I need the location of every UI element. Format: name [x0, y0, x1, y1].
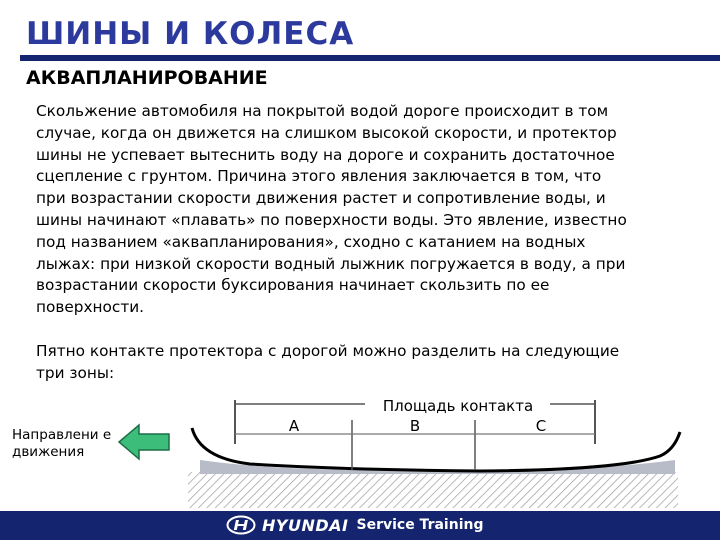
paragraph-line: шины не успевает вытеснить воду на дороге и сохранить достаточное — [36, 145, 615, 164]
title-divider — [20, 55, 720, 61]
paragraph-line: три зоны: — [36, 363, 115, 381]
paragraph-line: под названием «аквапланирования», сходно с катанием на водных — [36, 232, 586, 251]
paragraph-line: случае, когда он движется на слишком высокой скорости, и протектор — [36, 123, 617, 142]
direction-label: Направлени е движения — [12, 427, 112, 460]
paragraph-line: возрастании скорости буксирования начинает скользить по ее — [36, 276, 550, 295]
paragraph-line: Пятно контакте протектора с дорогой можно разделить на следующие — [36, 341, 620, 360]
road-surface — [188, 472, 678, 508]
paragraph-gap — [36, 319, 720, 341]
paragraph-line: при возрастании скорости движения растет и сопротивление воды, и — [36, 189, 606, 208]
footer-brand: HYUNDAI — [262, 515, 349, 535]
direction-arrow-icon — [117, 422, 171, 462]
paragraph-line: поверхности. — [36, 298, 145, 317]
footer-service: Service Training — [356, 517, 484, 533]
paragraph-line: Скольжение автомобиля на покрытой водой дороге происходит в том — [36, 102, 609, 120]
zone-label: A — [288, 417, 300, 435]
footer-logo — [226, 515, 483, 535]
body-text — [36, 101, 720, 381]
zone-label: B — [409, 417, 421, 435]
hyundai-logo-icon — [226, 515, 256, 535]
section-heading: АКВАПЛАНИРОВАНИЕ — [26, 67, 268, 89]
footer-bar — [0, 511, 720, 540]
zone-label: C — [535, 417, 547, 435]
paragraph-line: шины начинают «плавать» по поверхности воды. Это явление, известно — [36, 210, 627, 229]
paragraph-line: лыжах: при низкой скорости водный лыжник погружается в воду, а при — [36, 254, 626, 273]
contact-area-label: Площадь контакта — [382, 397, 534, 415]
paragraph-line: сцепление с грунтом. Причина этого явления заключается в том, что — [36, 167, 602, 186]
contact-patch-diagram — [180, 390, 690, 508]
page-title: ШИНЫ И КОЛЕСА — [26, 16, 355, 52]
